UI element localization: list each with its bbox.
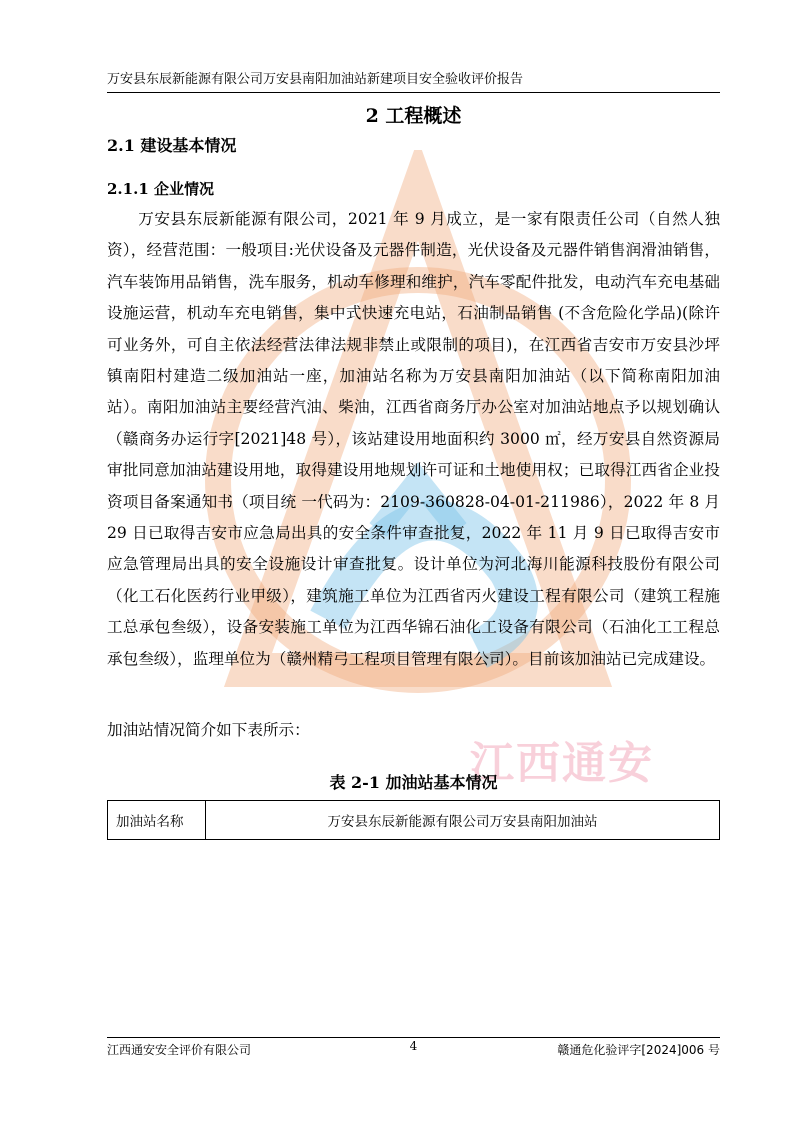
header-divider: [107, 92, 720, 93]
footer-doc-number: 赣通危化验评字[2024]006 号: [557, 1043, 720, 1057]
body-paragraph: 万安县东辰新能源有限公司，2021 年 9 月成立，是一家有限责任公司（自然人独资），经营范围：一般项目:光伏设备及元器件制造，光伏设备及元器件销售润滑油销售，汽车装饰用品销售，洗车服务，机动车修理和维护，汽车零配件批发，电动汽车充电基础设施运营，机动车充电销售，集中式快速充电站，石油制品销售 (不含危险化学品)(除许可业务外，可自主依法经营法律法规非禁止或限制的项目)，在江西省吉安市万安县沙坪镇南阳村建造二级加油站一座，加油站名称为万安县南阳加油站（以下简称南阳加油站）。南阳加油站主要经营汽油、柴油，江西省商务厅办公室对加油站地点予以规划确认（赣商务办运行字[2021]48 号），该站建设用地面积约 3000 ㎡，经万安县自然资源局审批同意加油站建设用地，取得建设用地规划许可证和土地使用权；已取得江西省企业投资项目备案通知书（项目统 一代码为：2109-360828-04-01-211986），2022 年 8 月 29 日已取得吉安市应急局出具的安全条件审查批复，2022 年 11 月 9 日已取得吉安市应急管理局出具的安全设施设计审查批复。设计单位为河北海川能源科技股份有限公司（化工石化医药行业甲级），建筑施工单位为江西省丙火建设工程有限公司（建筑工程施工总承包叁级），设备安装施工单位为江西华锦石油化工设备有限公司（石油化工工程总承包叁级），监理单位为（赣州精弓工程项目管理有限公司）。目前该加油站已完成建设。: [107, 210, 720, 668]
footer-divider: [107, 1037, 720, 1038]
chapter-title: 2 工程概述: [365, 105, 462, 127]
page-number: 4: [409, 1039, 418, 1053]
page-footer: [107, 1041, 720, 1059]
section-title: 2.1 建设基本情况: [107, 136, 237, 155]
subsection-title: 2.1.1 企业情况: [107, 180, 214, 198]
page-header: 万安县东辰新能源有限公司万安县南阳加油站新建项目安全验收评价报告: [107, 72, 524, 87]
table-cell-value: 万安县东辰新能源有限公司万安县南阳加油站: [206, 801, 720, 840]
table-caption: 表 2-1 加油站基本情况: [329, 773, 498, 793]
table-intro-text: 加油站情况简介如下表所示：: [107, 721, 310, 740]
page-content: [107, 104, 720, 840]
watermark-text: 江西通安: [470, 738, 654, 789]
station-info-table: [107, 800, 720, 840]
table-cell-label: 加油站名称: [108, 801, 206, 840]
footer-company: 江西通安安全评价有限公司: [107, 1043, 252, 1057]
table-row: [108, 801, 720, 840]
